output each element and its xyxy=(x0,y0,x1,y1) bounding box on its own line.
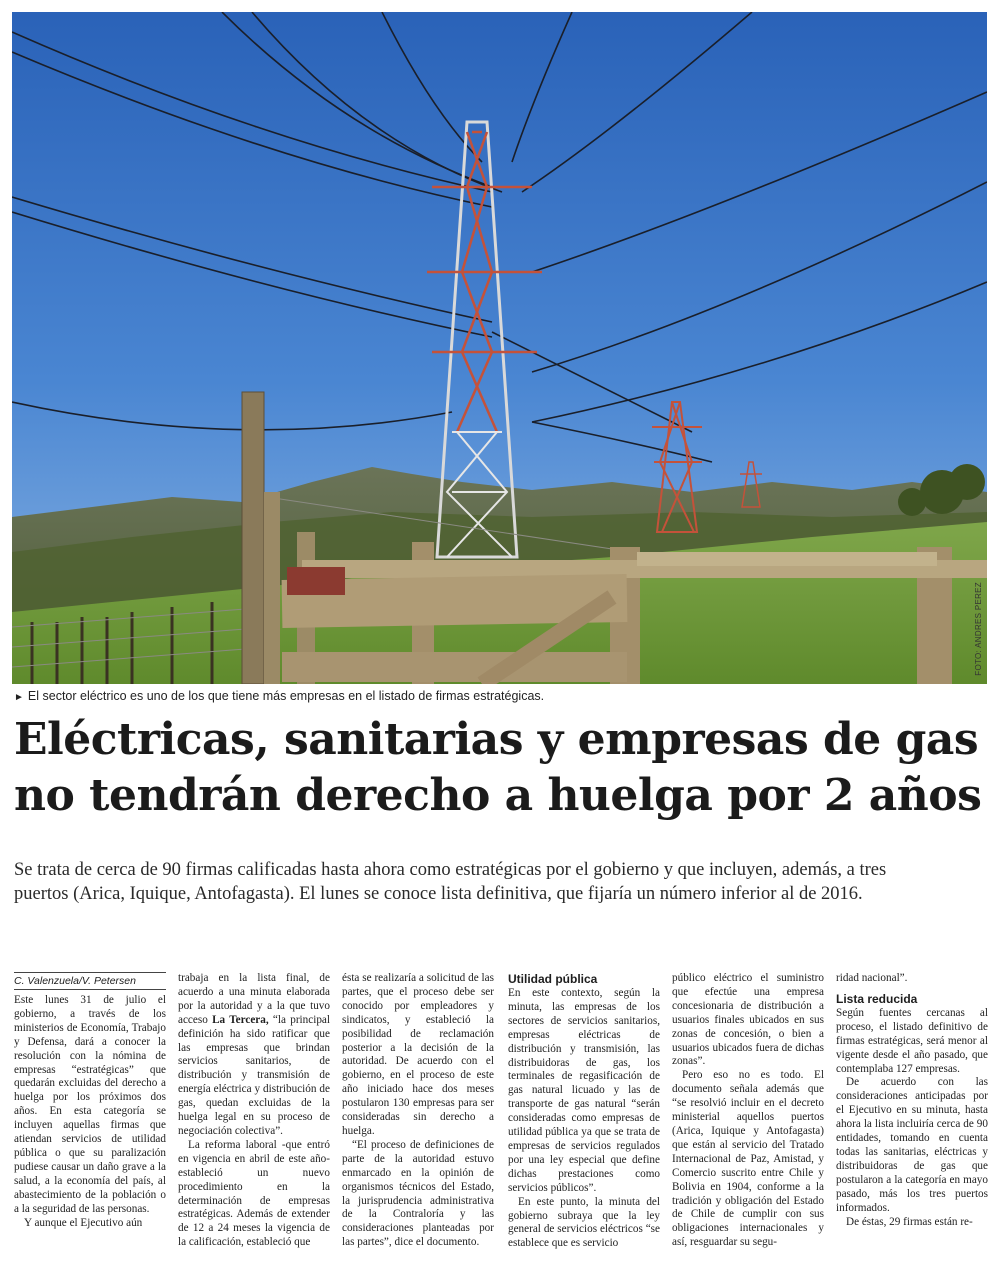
headline-line-1: Eléctricas, sanitarias y empresas de gas xyxy=(14,714,979,765)
column-6 xyxy=(836,972,988,1280)
red-sign xyxy=(287,567,345,595)
paragraph: Pero eso no es todo. El documento señala además que “se resolvió incluir en el decreto ministerial aquellos puertos (Arica, Iquique y Antofagasta) que están al servicio del Tratado Internacional de Paz, Amistad, y Comercio suscrito entre Chile y Bolivia en 1904, conforme a la tradición y obligación del Estado de Chile de cumplir con sus obligaciones internacionales y así, resguardar su segu- xyxy=(672,1069,824,1249)
paragraph: público eléctrico el suministro que efectúe una empresa concesionaria de distribución a usuarios finales ubicados en sus zonas de concesión, o bien a usuarios ubicados fuera de dichas zonas”. xyxy=(672,972,824,1068)
paragraph: “El proceso de definiciones de parte de la autoridad estuvo enmarcado en la opinión de organismos técnicos del Estado, la jurisprudencia administrativa de la Contraloría y las consideraciones planteadas por las partes”, dice el documento. xyxy=(342,1138,494,1249)
paragraph: Según fuentes cercanas al proceso, el listado definitivo de firmas estratégicas, será menor al vigente desde el año pasado, que contemplaba 127 empresas. xyxy=(836,1006,988,1075)
paragraph xyxy=(178,972,330,1139)
headline xyxy=(14,712,994,824)
headline-line-2: no tendrán derecho a huelga por 2 años xyxy=(14,770,982,821)
deck-line-2: puertos (Arica, Iquique, Antofagasta). El lunes se conoce lista definitiva, que fijaría un número inferior al de 2016. xyxy=(14,884,863,904)
subheading-lista-reducida: Lista reducida xyxy=(836,991,918,1006)
column-1 xyxy=(14,972,166,1280)
paragraph: Este lunes 31 de julio el gobierno, a través de los ministerios de Economía, Trabajo y Defensa, dará a conocer la resolución con la nómina de empresas “estratégicas” que quedarán excluidas del derecho a huelga por los próximos dos años. En esta categoría se incluyen aquellas firmas que atiendan servicios de utilidad pública o que su paralización pudiese causar un daño grave a la salud, a la economía del país, al abastecimiento de la población o a la seguridad de las personas. xyxy=(14,994,166,1215)
photo-caption xyxy=(14,689,544,703)
paragraph: En este punto, la minuta del gobierno subraya que la ley general de servicios eléctricos “se establece que es servicio xyxy=(508,1195,660,1250)
deck-line-1: Se trata de cerca de 90 firmas calificadas hasta ahora como estratégicas por el gobierno y que incluyen, además, a tres xyxy=(14,860,887,880)
publication-name: La Tercera, xyxy=(212,1013,269,1026)
paragraph: La reforma laboral -que entró en vigencia en abril de este año- estableció un nuevo procedimiento en la determinación de empresas estratégicas. Además de extender de 12 a 24 meses la vigencia de la calificación, estableció que xyxy=(178,1138,330,1249)
column-4 xyxy=(508,972,660,1280)
column-5 xyxy=(672,972,824,1280)
paragraph: De éstas, 29 firmas están re- xyxy=(846,1215,973,1228)
paragraph: ésta se realizaría a solicitud de las partes, que el proceso debe ser conocido por empleadores y sindicatos, y estableció la posibilidad de reclamación posterior a la decisión de la autoridad. De acuerdo con el gobierno, en el proceso de este año iniciado hace dos meses postularon 130 empresas para ser consideradas sin derecho a huelga. xyxy=(342,972,494,1137)
subheading-utilidad-publica: Utilidad pública xyxy=(508,972,598,986)
column-2 xyxy=(178,972,330,1280)
text-run: “la principal definición ha sido ratificar que las empresas que brindan servicios sanitarios, de distribución y transmisión de energía eléctrica y distribución de gas, quedan excluidas de la huelga legal en su proceso de negociación colectiva”. xyxy=(178,1013,330,1137)
photo-credit: FOTO: ANDRES PEREZ xyxy=(974,582,983,676)
column-3 xyxy=(342,972,494,1280)
power-lines-photo xyxy=(12,12,987,684)
hero-photo xyxy=(12,12,987,684)
article-body xyxy=(14,972,996,1280)
paragraph: En este contexto, según la minuta, las empresas de los sectores de servicios sanitarios, empresas eléctricas de distribución y transmisión, las distribuidoras de gas, los terminales de regasificación de gas natural licuado y las de transporte de gas natural “serán consideradas como empresas de utilidad pública ya que se trata de empresas de servicios regulados por una ley especial que define dichas prestaciones como servicios públicos”. xyxy=(508,987,660,1194)
paragraph: ridad nacional”. xyxy=(836,972,908,984)
deck-summary xyxy=(14,858,989,906)
text-run: trabaja en la lista final, de acuerdo a una minuta elaborada por la autoridad y a la que tuvo acceso xyxy=(178,972,330,1026)
byline: C. Valenzuela/V. Petersen xyxy=(14,972,166,990)
caption-text: El sector eléctrico es uno de los que tiene más empresas en el listado de firmas estratégicas. xyxy=(27,689,545,703)
caption-arrow-icon: ► xyxy=(14,692,24,703)
paragraph: Y aunque el Ejecutivo aún xyxy=(24,1216,143,1229)
paragraph: De acuerdo con las consideraciones anticipadas por el Ejecutivo en su minuta, hasta ahora la lista incluiría cerca de 90 entidades, tomando en cuenta todas las sanitarias, eléctricas y distribuidoras de gas que postularon a la categoría en mayo pasado, más los tres puertos informados. xyxy=(836,1076,988,1214)
